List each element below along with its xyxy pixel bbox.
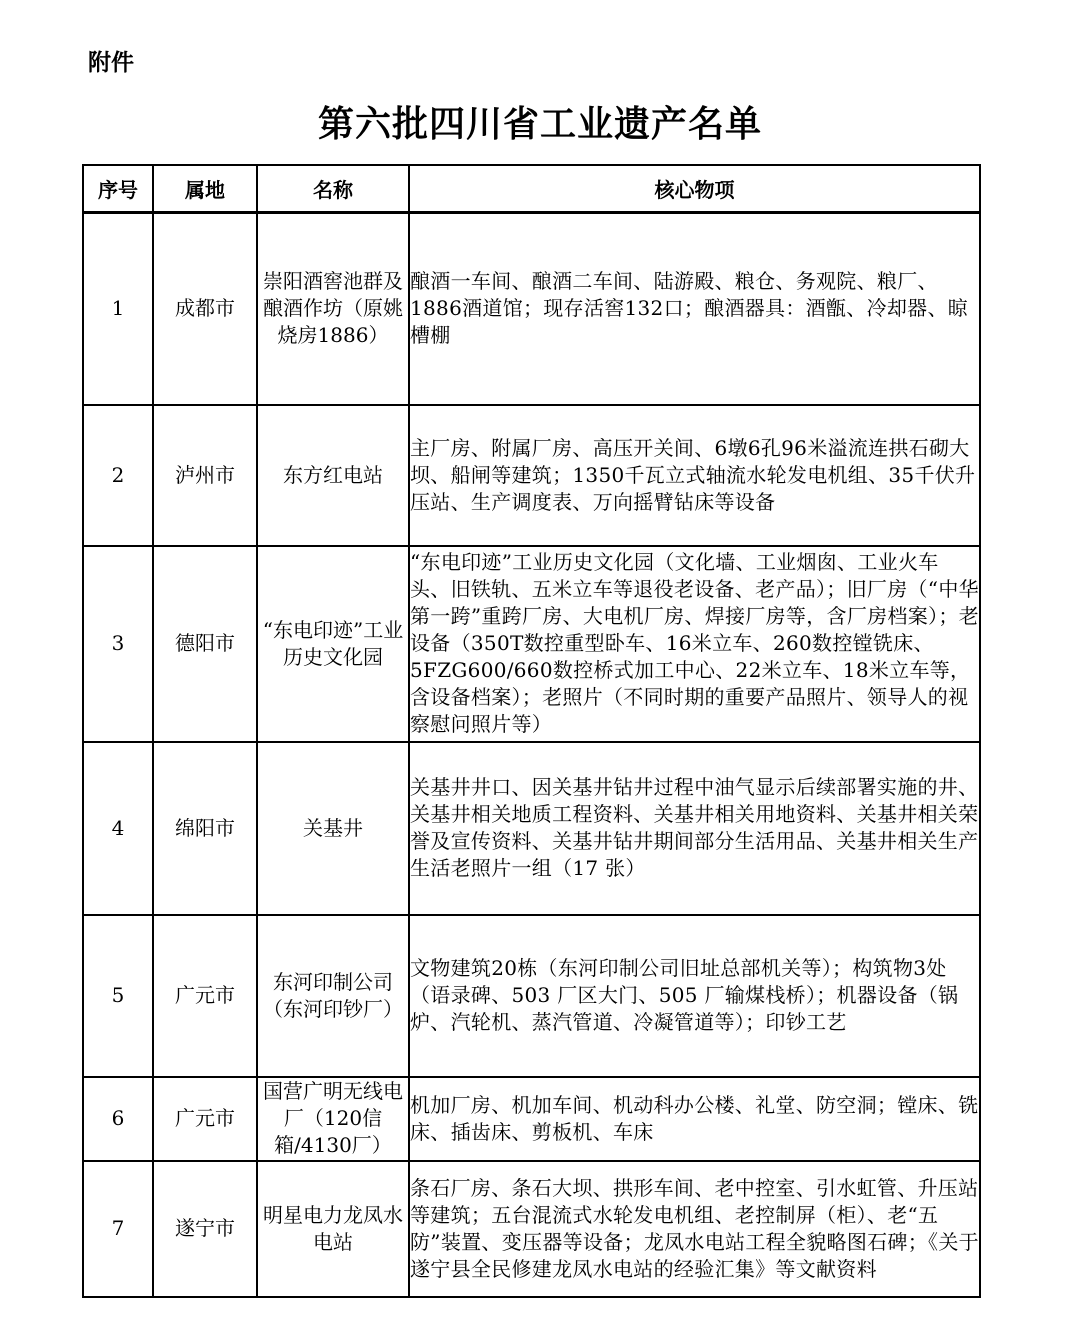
row-name: 东河印制公司（东河印钞厂） <box>257 915 409 1077</box>
row-core-items: 文物建筑20栋（东河印制公司旧址总部机关等）；构筑物3处（语录碑、503 厂区大门、505 厂输煤栈桥）；机器设备（锅炉、汽轮机、蒸汽管道、冷凝管道等）；印钞工艺 <box>409 915 980 1077</box>
row-city: 广元市 <box>153 1077 257 1161</box>
row-city: 泸州市 <box>153 405 257 546</box>
row-core-items: 酿酒一车间、酿酒二车间、陆游殿、粮仓、务观院、粮厂、1886酒道馆；现存活窖132口；酿酒器具：酒甑、冷却器、晾槽棚 <box>409 213 980 405</box>
row-city: 绵阳市 <box>153 742 257 915</box>
column-header-core-items: 核心物项 <box>409 165 980 213</box>
row-name: 关基井 <box>257 742 409 915</box>
row-core-items: 关基井井口、因关基井钻井过程中油气显示后续部署实施的井、关基井相关地质工程资料、关基井相关用地资料、关基井相关荣誉及宣传资料、关基井钻井期间部分生活用品、关基井相关生产生活老照片一组（17 张） <box>409 742 980 915</box>
column-header-name: 名称 <box>257 165 409 213</box>
row-city: 广元市 <box>153 915 257 1077</box>
row-name: 东方红电站 <box>257 405 409 546</box>
page-title: 第六批四川省工业遗产名单 <box>317 104 762 145</box>
row-city: 遂宁市 <box>153 1161 257 1297</box>
row-core-items: 主厂房、附属厂房、高压开关间、6墩6孔96米溢流连拱石砌大坝、船闸等建筑；1350千瓦立式轴流水轮发电机组、35千伏升压站、生产调度表、万向摇臂钻床等设备 <box>409 405 980 546</box>
row-name: 明星电力龙凤水电站 <box>257 1161 409 1297</box>
column-header-city: 属地 <box>153 165 257 213</box>
attachment-label: 附件 <box>88 50 134 76</box>
heritage-table <box>82 164 981 1298</box>
table-header-row <box>83 165 980 213</box>
table-row <box>83 546 980 742</box>
row-number: 1 <box>83 213 153 405</box>
row-core-items: 机加厂房、机加车间、机动科办公楼、礼堂、防空洞；镗床、铣床、插齿床、剪板机、车床 <box>409 1077 980 1161</box>
row-number: 5 <box>83 915 153 1077</box>
row-core-items: 条石厂房、条石大坝、拱形车间、老中控室、引水虹管、升压站等建筑；五台混流式水轮发电机组、老控制屏（柜）、老“五防”装置、变压器等设备；龙凤水电站工程全貌略图石碑；《关于遂宁县全民修建龙凤水电站的经验汇集》等文献资料 <box>409 1161 980 1297</box>
table-row <box>83 915 980 1077</box>
row-name: 国营广明无线电厂（120信箱/4130厂） <box>257 1077 409 1161</box>
row-number: 3 <box>83 546 153 742</box>
table-row <box>83 1077 980 1161</box>
row-city: 成都市 <box>153 213 257 405</box>
table-row <box>83 1161 980 1297</box>
row-number: 4 <box>83 742 153 915</box>
row-name: “东电印迹”工业历史文化园 <box>257 546 409 742</box>
table-row <box>83 405 980 546</box>
row-city: 德阳市 <box>153 546 257 742</box>
row-name: 崇阳酒窖池群及酿酒作坊（原姚烧房1886） <box>257 213 409 405</box>
row-number: 6 <box>83 1077 153 1161</box>
row-number: 2 <box>83 405 153 546</box>
row-number: 7 <box>83 1161 153 1297</box>
column-header-number: 序号 <box>83 165 153 213</box>
table-row <box>83 742 980 915</box>
row-core-items: “东电印迹”工业历史文化园（文化墙、工业烟囱、工业火车头、旧铁轨、五米立车等退役老设备、老产品）；旧厂房（“中华第一跨”重跨厂房、大电机厂房、焊接厂房等，含厂房档案）；老设备（350T数控重型卧车、16米立车、260数控镗铣床、5FZG600/660数控桥式加工中心、22米立车、18米立车等，含设备档案）；老照片（不同时期的重要产品照片、领导人的视察慰问照片等） <box>409 546 980 742</box>
table-row <box>83 213 980 405</box>
